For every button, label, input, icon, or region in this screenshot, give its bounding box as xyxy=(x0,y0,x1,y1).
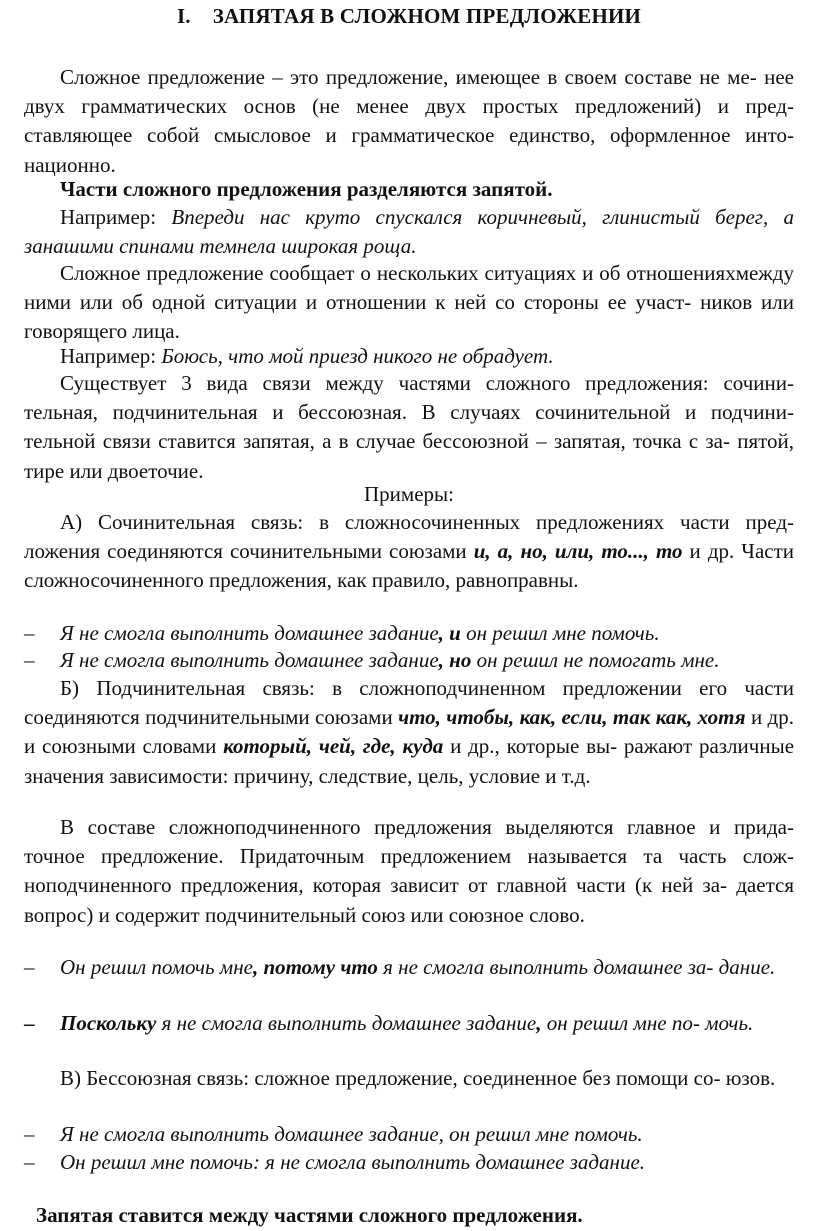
example-text: Я не смогла выполнить домашнее задание, он решил мне помочь. xyxy=(60,1122,643,1146)
intro-paragraph: Сложное предложение – это предложение, имеющее в своем составе не ме- нее двух грамматических основ (не менее двух простых предложений) и пред-ставляющее собой смысловое и грамматическое единство, оформленное инто-национно. xyxy=(24,65,794,177)
examples-heading: Примеры: xyxy=(364,482,454,506)
section-b-definition: В составе сложноподчиненного предложения выделяются главное и прида-точное предложение. Придаточным предложением называется та часть слож-ноподчиненного предложения, которая зависит от главной части (к ней за- дается вопрос) и содержит подчинительный союз или союзное слово. xyxy=(24,815,794,927)
example-conjunction: , и xyxy=(438,621,461,645)
example-comma: , xyxy=(536,1011,542,1035)
section-b-conjunctions: что, чтобы, как, если, так как, хотя xyxy=(398,705,746,730)
example-conjunction: , но xyxy=(438,648,472,672)
dash: – xyxy=(24,955,35,979)
dash: – xyxy=(24,1150,35,1174)
example-part: он решил мне по- мочь. xyxy=(546,1011,754,1035)
example-text: Он решил мне помочь: я не смогла выполнить домашнее задание. xyxy=(60,1150,646,1174)
dash: – xyxy=(24,1122,35,1146)
example-part: Я не смогла выполнить домашнее задание xyxy=(60,648,439,672)
example2-label: Например: xyxy=(60,344,157,368)
section-b-mid: и др. и союзными словами xyxy=(24,705,794,759)
example-part: я не смогла выполнить домашнее задание xyxy=(161,1011,537,1035)
example-part: я не смогла выполнить домашнее за- дание. xyxy=(383,955,776,979)
example-conjunction: , потому что xyxy=(252,955,378,979)
section-b-paragraph xyxy=(24,674,794,791)
example-conjunction: Поскольку xyxy=(60,1011,157,1035)
section-c-example-2 xyxy=(24,1148,794,1177)
example-part: он решил мне помочь. xyxy=(466,621,660,645)
section-title: ЗАПЯТАЯ В СЛОЖНОМ ПРЕДЛОЖЕНИИ xyxy=(212,4,642,28)
section-a-example-2 xyxy=(24,646,794,675)
example1-paragraph xyxy=(24,203,794,261)
section-c-example-1 xyxy=(24,1120,794,1149)
section-c-paragraph: В) Бессоюзная связь: сложное предложение, соединенное без помощи со- юзов. xyxy=(60,1066,776,1090)
section-number: I. xyxy=(176,4,191,28)
section-b-example-2 xyxy=(24,1009,794,1038)
dash: – xyxy=(24,1011,35,1035)
footer-rule: Запятая ставится между частями сложного предложения. xyxy=(36,1203,583,1227)
rule-paragraph: Части сложного предложения разделяются запятой. xyxy=(60,177,553,201)
example-part: Он решил помочь мне xyxy=(60,955,253,979)
types-paragraph: Существует 3 вида связи между частями сложного предложения: сочини- тельная, подчинительная и бессоюзная. В случаях сочинительной и подчини- тельной связи ставится запятая, а в случае бессоюзной – запятая, точка с за- пятой, тире или двоеточие. xyxy=(24,371,794,483)
page-title xyxy=(24,4,794,29)
situations-paragraph: Сложное предложение сообщает о нескольких ситуациях и об отношенияхмежду ними или об одной ситуации и отношении к ней со стороны ее участ- ников или говорящего лица. xyxy=(24,261,794,344)
example1-text: Впереди нас круто спускался коричневый, глинистый берег, а занашими спинами темнела широкая роща. xyxy=(24,205,795,259)
dash: – xyxy=(24,648,35,672)
section-b-words: который, чей, где, куда xyxy=(223,734,444,759)
example2-paragraph xyxy=(24,342,794,371)
section-b-rest: и др., которые вы- ражают различные значения зависимости: причину, следствие, цель, условие и т.д. xyxy=(24,734,795,788)
section-a-paragraph xyxy=(24,508,794,596)
section-a-intro: А) Сочинительная связь: в сложносочиненных предложениях части пред- ложения соединяются сочинительными союзами xyxy=(24,510,794,564)
section-b-example-1 xyxy=(24,953,794,982)
example2-text: Боюсь, что мой приезд никого не обрадует. xyxy=(161,344,554,368)
section-a-example-1 xyxy=(24,619,794,648)
section-a-conjunctions: и, а, но, или, то..., то xyxy=(473,539,683,564)
example1-label: Например: xyxy=(60,205,157,229)
section-b-intro: Б) Подчинительная связь: в сложноподчиненном предложении его части соединяются подчинительными союзами xyxy=(24,676,794,730)
example-part: Я не смогла выполнить домашнее задание xyxy=(60,621,439,645)
section-a-rest: и др. Части сложносочиненного предложения, как правило, равноправны. xyxy=(24,539,795,593)
example-part: он решил не помогать мне. xyxy=(476,648,720,672)
dash: – xyxy=(24,621,35,645)
